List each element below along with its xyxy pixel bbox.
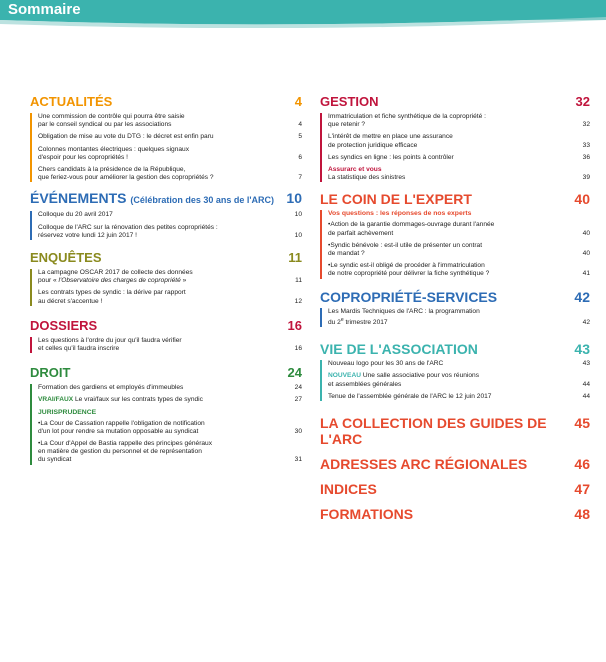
toc-entry[interactable]: Les contrats types de syndic : la dérive par rapport au décret s'accentue ! 12 [38, 289, 302, 305]
section-page: 10 [286, 190, 302, 207]
section-title: GESTION [320, 94, 379, 109]
section-page: 24 [287, 365, 302, 381]
toc-entry[interactable]: Immatriculation et fiche synthétique de la copropriété : que retenir ? 32 [328, 113, 590, 129]
section-page: 42 [574, 288, 590, 305]
section-title: COPROPRIÉTÉ-SERVICES [320, 288, 498, 305]
section-vie-association [320, 341, 590, 401]
toc-entry[interactable]: Colloque du 20 avril 2017 10 [38, 211, 302, 219]
toc-entry[interactable]: Les questions à l'ordre du jour qu'il faudra vérifier et celles qu'il faudra inscrire 16 [38, 336, 302, 353]
toc-entry[interactable]: L'intérêt de mettre en place une assurance de protection juridique efficace 33 [328, 133, 590, 149]
section-page: 32 [575, 94, 590, 109]
toc-entry[interactable]: • Syndic bénévole : est-il utile de présenter un contrat de mandat ? 40 [328, 242, 590, 258]
section-adresses[interactable]: ADRESSES ARC RÉGIONALES 46 [320, 456, 590, 473]
toc-entry[interactable]: Tenue de l'assemblée générale de l'ARC le 12 juin 2017 44 [328, 392, 590, 400]
section-droit [30, 365, 302, 464]
toc-entry[interactable]: Colloque de l'ARC sur la rénovation des petites copropriétés : réservez votre lundi 12 juin 2017 ! 10 [38, 223, 302, 239]
section-copropriete-services [320, 289, 590, 328]
section-coin-expert [320, 191, 590, 278]
toc-entry[interactable]: NOUVEAU Une salle associative pour vos réunions et assemblées générales 44 [328, 372, 590, 388]
toc-entry[interactable]: Une commission de contrôle qui pourra être saisie par le conseil syndical ou par les associations 4 [38, 113, 302, 129]
section-subtitle: (Célébration des 30 ans de l'ARC) [130, 195, 275, 206]
section-page: 16 [287, 317, 302, 333]
section-formations[interactable]: FORMATIONS 48 [320, 506, 590, 523]
section-title: DROIT [30, 365, 71, 381]
vraifaux-label: VRAI/FAUX [38, 396, 74, 404]
section-title: DOSSIERS [30, 317, 98, 333]
toc-entry[interactable]: • La Cour de Cassation rappelle l'obligation de notification d'un lot pour rendre sa mutation opposable au syndicat 30 [38, 420, 302, 436]
section-title: LE COIN DE L'EXPERT [320, 191, 472, 208]
toc-entry[interactable]: • Le syndic est-il obligé de procéder à l'immatriculation de notre copropriété pour délivrer la fiche synthétique ? 41 [328, 262, 590, 278]
nouveau-label: NOUVEAU [328, 372, 361, 380]
expert-subheading: Vos questions : les réponses de nos experts [328, 210, 472, 218]
toc-entry[interactable]: La campagne OSCAR 2017 de collecte des données pour « l'Observatoire des charges de copropriété » 11 [38, 269, 302, 285]
toc-entry[interactable]: Les syndics en ligne : les points à contrôler 36 [328, 153, 590, 161]
jurisprudence-label: JURISPRUDENCE [38, 408, 97, 416]
section-page: 43 [574, 341, 590, 358]
toc-entry[interactable]: Les Mardis Techniques de l'ARC : la programmation du 2e trimestre 2017 42 [328, 307, 590, 327]
toc-entry[interactable]: Nouveau logo pour les 30 ans de l'ARC 43 [328, 360, 590, 368]
section-guides[interactable]: LA COLLECTION DES GUIDES DE L'ARC 45 [320, 415, 590, 448]
section-dossiers [30, 318, 302, 353]
section-title: ENQUÊTES [30, 250, 102, 266]
section-title: ÉVÉNEMENTS [30, 190, 127, 207]
section-page: 4 [294, 94, 302, 109]
toc-entry[interactable]: Colonnes montantes électriques : quelques signaux d'espoir pour les copropriétés ! 6 [38, 145, 302, 161]
toc-entry[interactable]: • Action de la garantie dommages-ouvrage durant l'année de parfait achèvement 40 [328, 221, 590, 237]
assurarc-label: Assurarc et vous [328, 166, 382, 174]
section-page: 11 [288, 250, 302, 266]
section-title: ACTUALITÉS [30, 94, 113, 109]
toc-entry[interactable]: • La Cour d'Appel de Bastia rappelle des principes généraux en matière de gestion du personnel et de représentation du syndicat 31 [38, 440, 302, 465]
section-gestion [320, 94, 590, 182]
section-actualites [30, 94, 302, 182]
toc-right-column [320, 94, 590, 522]
toc-entry[interactable]: VRAI/FAUX Le vrai/faux sur les contrats types de syndic 27 [38, 396, 302, 404]
section-title: VIE DE L'ASSOCIATION [320, 341, 478, 358]
toc-entry[interactable]: Formation des gardiens et employés d'immeubles 24 [38, 384, 302, 392]
toc-entry[interactable]: Assurarc et vous La statistique des sinistres 39 [328, 166, 590, 182]
section-enquetes [30, 250, 302, 306]
section-page: 40 [574, 191, 590, 208]
section-evenements [30, 190, 302, 240]
toc-left-column [30, 94, 302, 465]
toc-entry[interactable]: Chers candidats à la présidence de la République, que feriez-vous pour améliorer la gestion des copropriétés ? 7 [38, 166, 302, 182]
header-curve-decoration [0, 14, 606, 28]
page-title: Sommaire [8, 1, 81, 18]
toc-entry[interactable]: Obligation de mise au vote du DTG : le décret est enfin paru 5 [38, 133, 302, 141]
section-indices[interactable]: INDICES 47 [320, 481, 590, 498]
